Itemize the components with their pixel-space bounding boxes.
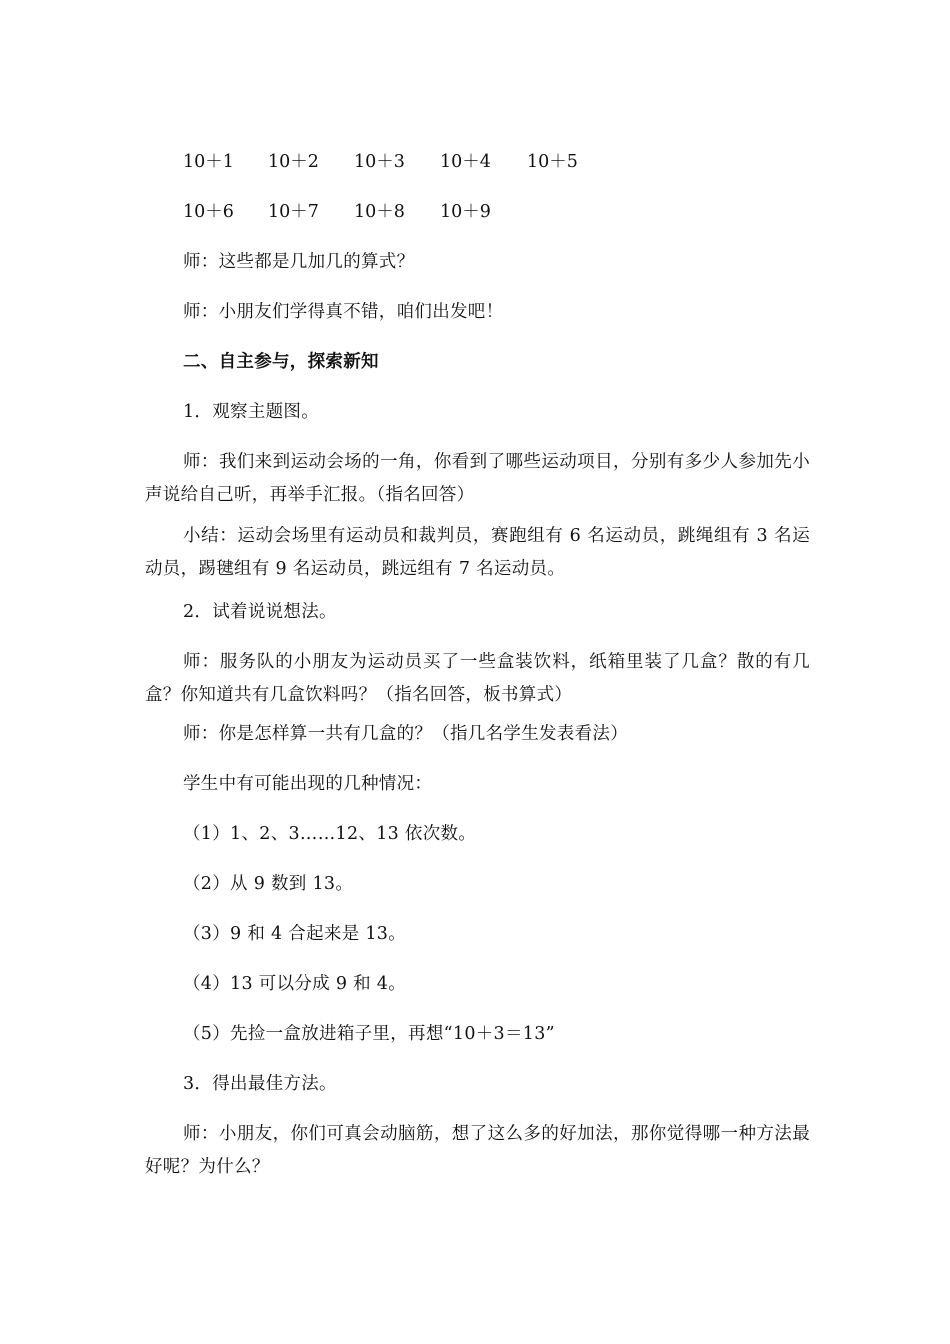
equation: 10＋8 <box>354 202 405 222</box>
paragraph-drinks: 师：服务队的小朋友为运动员买了一些盒装饮料，纸箱里装了几盒？散的有几盒？你知道共有几盒饮料吗？（指名回答，板书算式） <box>145 652 810 705</box>
step-heading: 3．得出最佳方法。 <box>183 1074 337 1094</box>
teacher-question: 师：你是怎样算一共有几盒的？（指几名学生发表看法） <box>183 724 628 744</box>
equation: 10＋6 <box>183 202 234 222</box>
equation: 10＋2 <box>268 152 319 172</box>
step-heading: 2．试着说说想法。 <box>183 602 337 622</box>
teacher-question: 师：这些都是几加几的算式？ <box>183 252 415 272</box>
cases-intro: 学生中有可能出现的几种情况： <box>183 774 433 794</box>
teacher-remark: 师：小朋友们学得真不错，咱们出发吧！ <box>183 302 504 322</box>
case-item: （2）从 9 数到 13。 <box>183 874 354 894</box>
equation: 10＋7 <box>268 202 319 222</box>
section-heading: 二、自主参与，探索新知 <box>183 352 379 372</box>
equation: 10＋5 <box>527 152 578 172</box>
case-item: （1）1、2、3……12、13 依次数。 <box>183 824 477 844</box>
equation: 10＋3 <box>354 152 405 172</box>
paragraph-observe: 师：我们来到运动会场的一角，你看到了哪些运动项目，分别有多少人参加先小声说给自己听，再举手汇报。（指名回答） <box>145 452 810 505</box>
paragraph-summary: 小结：运动会场里有运动员和裁判员，赛跑组有 6 名运动员，跳绳组有 3 名运动员，踢毽组有 9 名运动员，跳远组有 7 名运动员。 <box>145 526 810 579</box>
case-item: （3）9 和 4 合起来是 13。 <box>183 924 407 944</box>
equation: 10＋1 <box>183 152 234 172</box>
equation: 10＋9 <box>440 202 491 222</box>
case-item: （4）13 可以分成 9 和 4。 <box>183 974 407 994</box>
case-item: （5）先捡一盒放进箱子里，再想“10＋3＝13” <box>183 1024 555 1044</box>
step-heading: 1．观察主题图。 <box>183 402 320 422</box>
equation: 10＋4 <box>440 152 491 172</box>
paragraph-best-method: 师：小朋友，你们可真会动脑筋，想了这么多的好加法，那你觉得哪一种方法最好呢？为什么？ <box>145 1124 810 1177</box>
